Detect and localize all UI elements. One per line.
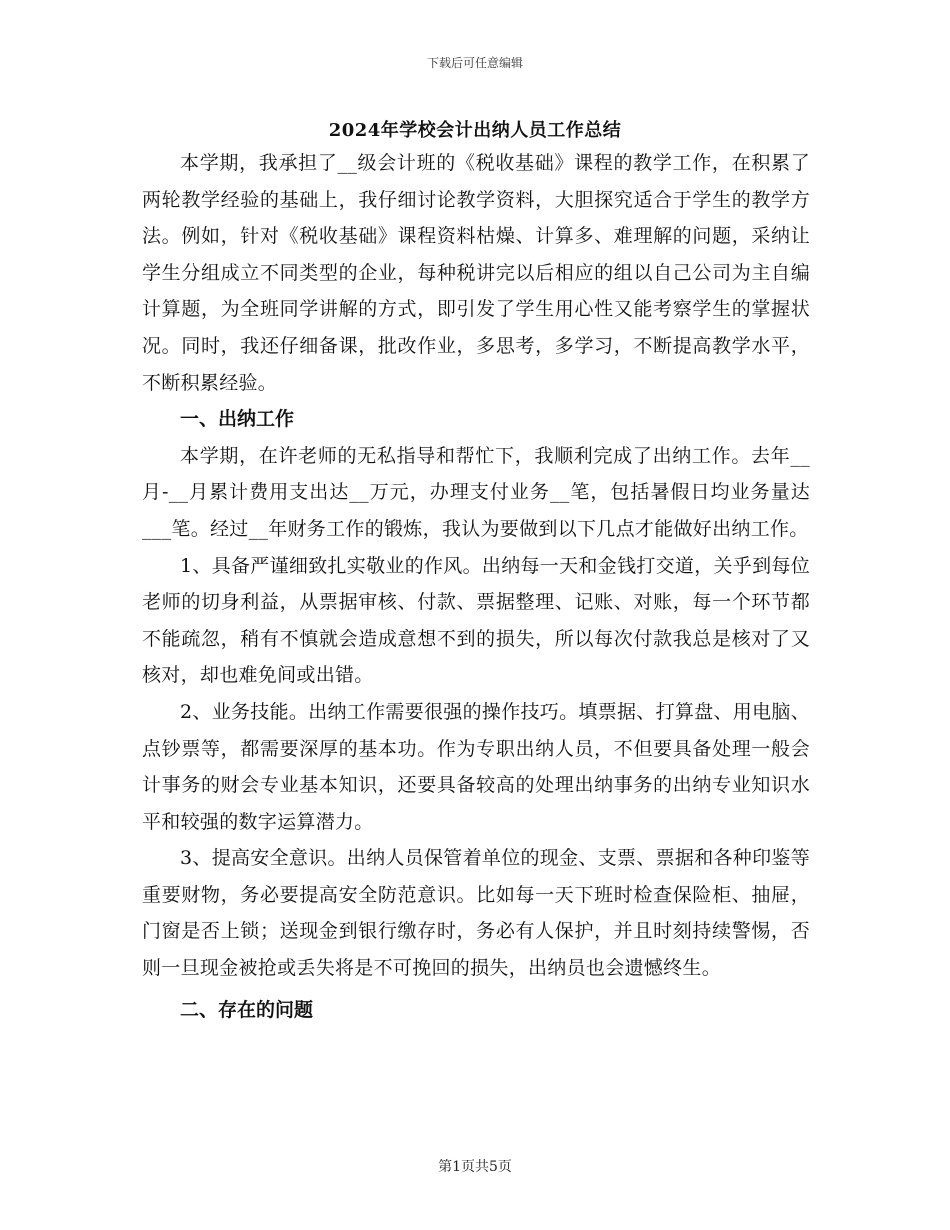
- paragraph-point-2: 2、业务技能。出纳工作需要很强的操作技巧。填票据、打算盘、用电脑、点钞票等，都需要深厚的基本功。作为专职出纳人员，不但要具备处理一般会计事务的财会专业基本知识，还要具备较高的处理出纳事务的出纳专业知识水平和较强的数字运算潜力。: [142, 700, 810, 833]
- paragraph-point-3: 3、提高安全意识。出纳人员保管着单位的现金、支票、票据和各种印鉴等重要财物，务必要提高安全防范意识。比如每一天下班时检查保险柜、抽屉，门窗是否上锁；送现金到银行缴存时，务必有人保护，并且时刻持续警惕，否则一旦现金被抢或丢失将是不可挽回的损失，出纳员也会遗憾终生。: [142, 847, 810, 980]
- section-heading-cashier-work: 一、出纳工作: [180, 408, 295, 431]
- document-body: [142, 145, 810, 1029]
- paragraph-point-1: 1、具备严谨细致扎实敬业的作风。出纳每一天和金钱打交道，关乎到每位老师的切身利益，从票据审核、付款、票据整理、记账、对账，每一个环节都不能疏忽，稍有不慎就会造成意想不到的损失，所以每次付款我总是核对了又核对，却也难免间或出错。: [142, 554, 810, 687]
- document-title: 2024年学校会计出纳人员工作总结: [328, 120, 622, 141]
- paragraph-cashier-summary: 本学期，在许老师的无私指导和帮忙下，我顺利完成了出纳工作。去年__月-__月累计费用支出达__万元，办理支付业务__笔，包括暑假日均业务量达___笔。经过__年财务工作的锻炼，我认为要做到以下几点才能做好出纳工作。: [142, 444, 810, 540]
- section-heading-problems: 二、存在的问题: [180, 998, 314, 1021]
- paragraph-intro: 本学期，我承担了__级会计班的《税收基础》课程的教学工作，在积累了两轮教学经验的基础上，我仔细讨论教学资料，大胆探究适合于学生的教学方法。例如，针对《税收基础》课程资料枯燥、计算多、难理解的问题，采纳让学生分组成立不同类型的企业，每种税讲完以后相应的组以自己公司为主自编计算题，为全班同学讲解的方式，即引发了学生用心性又能考察学生的掌握状况。同时，我还仔细备课，批改作业，多思考，多学习，不断提高教学水平，不断积累经验。: [142, 152, 810, 394]
- page-footer: 第1页共5页: [438, 1159, 512, 1175]
- header-note: 下载后可任意编辑: [426, 56, 523, 70]
